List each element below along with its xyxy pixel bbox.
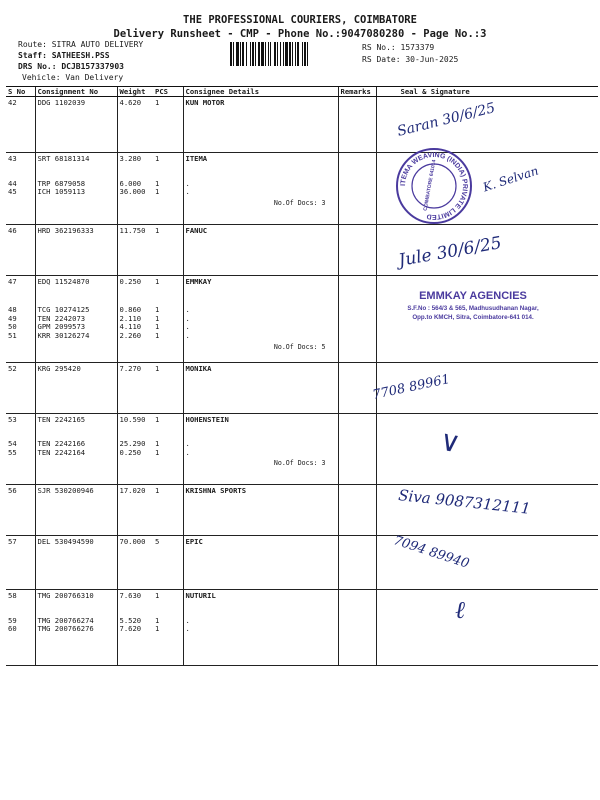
rs-date: RS Date: 30-Jun-2025 xyxy=(362,55,459,64)
docs-count: No.Of Docs: 3 xyxy=(273,198,326,207)
weight-value: 7.270 xyxy=(119,363,142,373)
signature-monika: 7708 89961 xyxy=(371,371,452,404)
consignee-group-row xyxy=(6,224,598,275)
weight-value: 25.290 xyxy=(119,439,146,449)
continuation-dot: . xyxy=(185,615,190,625)
remarks-cell xyxy=(338,413,376,485)
signature-hohenstein: ∨ xyxy=(437,423,464,460)
continuation-dot: . xyxy=(185,313,190,323)
weight-value: 6.000 xyxy=(119,178,142,188)
sno-cell xyxy=(6,275,35,362)
continuation-dot: . xyxy=(185,187,190,197)
sno-value: 48 xyxy=(8,305,17,315)
consignment-number: KRR 30126274 xyxy=(37,330,90,340)
remarks-cell xyxy=(338,536,376,590)
weight-value: 10.590 xyxy=(119,414,146,424)
pcs-value: 1 xyxy=(155,225,160,235)
remarks-cell xyxy=(338,97,376,153)
weight-value: 5.520 xyxy=(119,615,142,625)
weight-cell xyxy=(117,485,153,536)
continuation-dot: . xyxy=(185,439,190,449)
weight-value: 4.620 xyxy=(119,98,142,107)
sno-cell xyxy=(6,362,35,413)
consignment-number: EDQ 11524870 xyxy=(37,276,90,286)
sno-cell xyxy=(6,224,35,275)
consignee-cell xyxy=(183,362,338,413)
weight-value: 7.620 xyxy=(119,624,142,634)
remarks-cell xyxy=(338,224,376,275)
docs-count: No.Of Docs: 5 xyxy=(273,342,326,351)
pcs-value: 1 xyxy=(155,624,160,634)
pcs-value: 1 xyxy=(155,276,160,286)
remarks-cell xyxy=(338,485,376,536)
weight-value: 11.750 xyxy=(119,225,146,235)
route-label: Route: SITRA AUTO DELIVERY xyxy=(18,40,144,49)
consignee-name: FANUC xyxy=(185,225,208,235)
weight-value: 17.020 xyxy=(119,486,146,496)
seal-signature-cell xyxy=(376,590,598,666)
sno-value: 45 xyxy=(8,187,17,197)
weight-cell xyxy=(117,97,153,153)
weight-value: 2.260 xyxy=(119,330,142,340)
weight-cell xyxy=(117,536,153,590)
weight-value: 36.000 xyxy=(119,187,146,197)
consignee-name: KUN MOTOR xyxy=(185,98,225,107)
company-title: THE PROFESSIONAL COURIERS, COIMBATORE xyxy=(183,14,417,26)
weight-cell xyxy=(117,275,153,362)
pcs-value: 1 xyxy=(155,447,160,457)
sno-cell xyxy=(6,97,35,153)
remarks-cell xyxy=(338,153,376,225)
consignee-group-row xyxy=(6,362,598,413)
sno-value: 50 xyxy=(8,322,17,332)
consignment-number: TEN 2242073 xyxy=(37,313,86,323)
sno-value: 42 xyxy=(8,98,17,107)
pcs-value: 1 xyxy=(155,178,160,188)
consignee-cell xyxy=(183,485,338,536)
col-sno: S No xyxy=(6,87,35,97)
sno-value: 56 xyxy=(8,486,17,496)
consignee-cell xyxy=(183,224,338,275)
consignment-cell xyxy=(35,275,117,362)
pcs-cell xyxy=(153,536,183,590)
consignee-name: MONIKA xyxy=(185,363,212,373)
continuation-dot: . xyxy=(185,178,190,188)
consignment-number: TMG 200766310 xyxy=(37,591,94,601)
consignee-cell xyxy=(183,536,338,590)
consignment-number: GPM 2099573 xyxy=(37,322,86,332)
sno-value: 60 xyxy=(8,624,17,634)
seal-signature-cell xyxy=(376,413,598,485)
pcs-value: 1 xyxy=(155,305,160,315)
consignment-cell xyxy=(35,590,117,666)
sno-cell xyxy=(6,413,35,485)
consignment-number: TMG 200766276 xyxy=(37,624,94,634)
pcs-value: 1 xyxy=(155,330,160,340)
sno-value: 46 xyxy=(8,225,17,235)
sno-value: 59 xyxy=(8,615,17,625)
consignee-cell xyxy=(183,590,338,666)
consignee-name: KRISHNA SPORTS xyxy=(185,486,247,496)
consignee-group-row xyxy=(6,536,598,590)
sno-value: 57 xyxy=(8,537,17,547)
col-seal-signature: Seal & Signature xyxy=(376,87,598,97)
table-header-row xyxy=(6,87,598,97)
sno-value: 51 xyxy=(8,330,17,340)
consignment-cell xyxy=(35,362,117,413)
consignee-cell xyxy=(183,275,338,362)
pcs-cell xyxy=(153,275,183,362)
col-consignee: Consignee Details xyxy=(183,87,338,97)
consignment-number: TEN 2242166 xyxy=(37,439,86,449)
col-pcs: PCS xyxy=(153,87,183,97)
consignment-cell xyxy=(35,224,117,275)
signature-itema: K. Selvan xyxy=(481,163,541,195)
consignment-number: DEL 530494590 xyxy=(37,537,94,547)
consignee-cell xyxy=(183,97,338,153)
remarks-cell xyxy=(338,590,376,666)
signature-nuturil: ℓ xyxy=(455,596,465,624)
consignment-number: TRP 6879058 xyxy=(37,178,86,188)
sno-cell xyxy=(6,536,35,590)
consignment-number: TMG 200766274 xyxy=(37,615,94,625)
col-consignment: Consignment No xyxy=(35,87,117,97)
sno-cell xyxy=(6,590,35,666)
consignee-cell xyxy=(183,413,338,485)
rs-number: RS No.: 1573379 xyxy=(362,43,435,52)
pcs-value: 1 xyxy=(155,414,160,424)
pcs-value: 1 xyxy=(155,486,160,496)
consignment-cell xyxy=(35,485,117,536)
consignment-number: TEN 2242165 xyxy=(37,414,86,424)
consignment-number: ICH 1059113 xyxy=(37,187,86,197)
weight-cell xyxy=(117,413,153,485)
sno-value: 52 xyxy=(8,363,17,373)
pcs-cell xyxy=(153,97,183,153)
emmkay-stamp xyxy=(368,290,578,321)
weight-cell xyxy=(117,362,153,413)
pcs-value: 1 xyxy=(155,313,160,323)
consignment-number: HRD 362196333 xyxy=(37,225,94,235)
docs-count: No.Of Docs: 3 xyxy=(273,459,326,468)
weight-value: 2.110 xyxy=(119,313,142,323)
emmkay-stamp-line2: Opp.to KMCH, Sitra, Coimbatore-641 014. xyxy=(412,314,534,321)
signature-kun-motor: Saran 30/6/25 xyxy=(395,100,497,140)
consignment-number: TCG 10274125 xyxy=(37,305,90,315)
emmkay-stamp-line1: S.F.No : 564/3 & 565, Madhusudhanan Nagar, xyxy=(407,305,539,312)
consignee-name: EPIC xyxy=(185,537,203,547)
consignee-name: NUTURIL xyxy=(185,591,216,601)
pcs-cell xyxy=(153,485,183,536)
consignee-group-row xyxy=(6,97,598,153)
consignment-cell xyxy=(35,153,117,225)
col-remarks: Remarks xyxy=(338,87,376,97)
weight-value: 0.250 xyxy=(119,447,142,457)
pcs-value: 1 xyxy=(155,98,160,107)
consignment-number: DDG 1102039 xyxy=(37,98,86,107)
pcs-value: 1 xyxy=(155,187,160,197)
consignment-cell xyxy=(35,536,117,590)
weight-value: 3.280 xyxy=(119,154,142,164)
barcode xyxy=(230,42,355,66)
pcs-cell xyxy=(153,362,183,413)
sno-cell xyxy=(6,153,35,225)
sno-value: 47 xyxy=(8,276,17,286)
sno-value: 54 xyxy=(8,439,17,449)
col-weight: Weight xyxy=(117,87,153,97)
consignee-group-row xyxy=(6,413,598,485)
pcs-cell xyxy=(153,590,183,666)
consignment-number: KRG 295420 xyxy=(37,363,81,373)
sno-value: 43 xyxy=(8,154,17,164)
weight-cell xyxy=(117,590,153,666)
weight-cell xyxy=(117,153,153,225)
pcs-cell xyxy=(153,413,183,485)
weight-value: 4.110 xyxy=(119,322,142,332)
consignee-name: ITEMA xyxy=(185,154,208,164)
continuation-dot: . xyxy=(185,330,190,340)
staff-label: Staff: SATHEESH.PSS xyxy=(18,51,110,60)
sno-value: 49 xyxy=(8,313,17,323)
continuation-dot: . xyxy=(185,624,190,634)
consignee-cell xyxy=(183,153,338,225)
sno-value: 55 xyxy=(8,447,17,457)
vehicle-label: Vehicle: Van Delivery xyxy=(22,73,124,82)
emmkay-stamp-name: EMMKAY AGENCIES xyxy=(419,290,527,302)
consignee-name: HOHENSTEIN xyxy=(185,414,229,424)
itema-ring-text: ITEMA WEAVING (INDIA) PRIVATE LIMITED xyxy=(399,151,469,221)
pcs-value: 1 xyxy=(155,615,160,625)
weight-cell xyxy=(117,224,153,275)
weight-value: 0.250 xyxy=(119,276,142,286)
weight-value: 7.630 xyxy=(119,591,142,601)
consignment-cell xyxy=(35,97,117,153)
consignee-group-row xyxy=(6,153,598,225)
consignee-group-row xyxy=(6,590,598,666)
runsheet-subtitle: Delivery Runsheet - CMP - Phone No.:9047080280 - Page No.:3 xyxy=(113,28,487,40)
consignment-number: TEN 2242164 xyxy=(37,447,86,457)
pcs-cell xyxy=(153,224,183,275)
pcs-value: 1 xyxy=(155,363,160,373)
sno-value: 58 xyxy=(8,591,17,601)
pcs-value: 1 xyxy=(155,154,160,164)
consignment-cell xyxy=(35,413,117,485)
sno-value: 53 xyxy=(8,414,17,424)
consignment-number: SRT 68181314 xyxy=(37,154,90,164)
pcs-cell xyxy=(153,153,183,225)
weight-value: 0.860 xyxy=(119,305,142,315)
sno-value: 44 xyxy=(8,178,17,188)
signature-krishna-sports: Siva 9087312111 xyxy=(397,486,532,518)
continuation-dot: . xyxy=(185,322,190,332)
itema-center-text: COIMBATORE 641014 xyxy=(422,159,438,212)
weight-value: 70.000 xyxy=(119,537,146,547)
drs-number: DRS No.: DCJB157337903 xyxy=(18,62,124,71)
signature-epic: 7094 89940 xyxy=(391,533,471,572)
consignment-number: SJR 530200946 xyxy=(37,486,94,496)
continuation-dot: . xyxy=(185,447,190,457)
sno-cell xyxy=(6,485,35,536)
pcs-value: 1 xyxy=(155,439,160,449)
pcs-value: 5 xyxy=(155,537,160,547)
consignee-name: EMMKAY xyxy=(185,276,212,286)
signature-fanuc: Jule 30/6/25 xyxy=(397,233,504,271)
pcs-value: 1 xyxy=(155,591,160,601)
itema-seal-stamp xyxy=(394,146,474,226)
pcs-value: 1 xyxy=(155,322,160,332)
continuation-dot: . xyxy=(185,305,190,315)
